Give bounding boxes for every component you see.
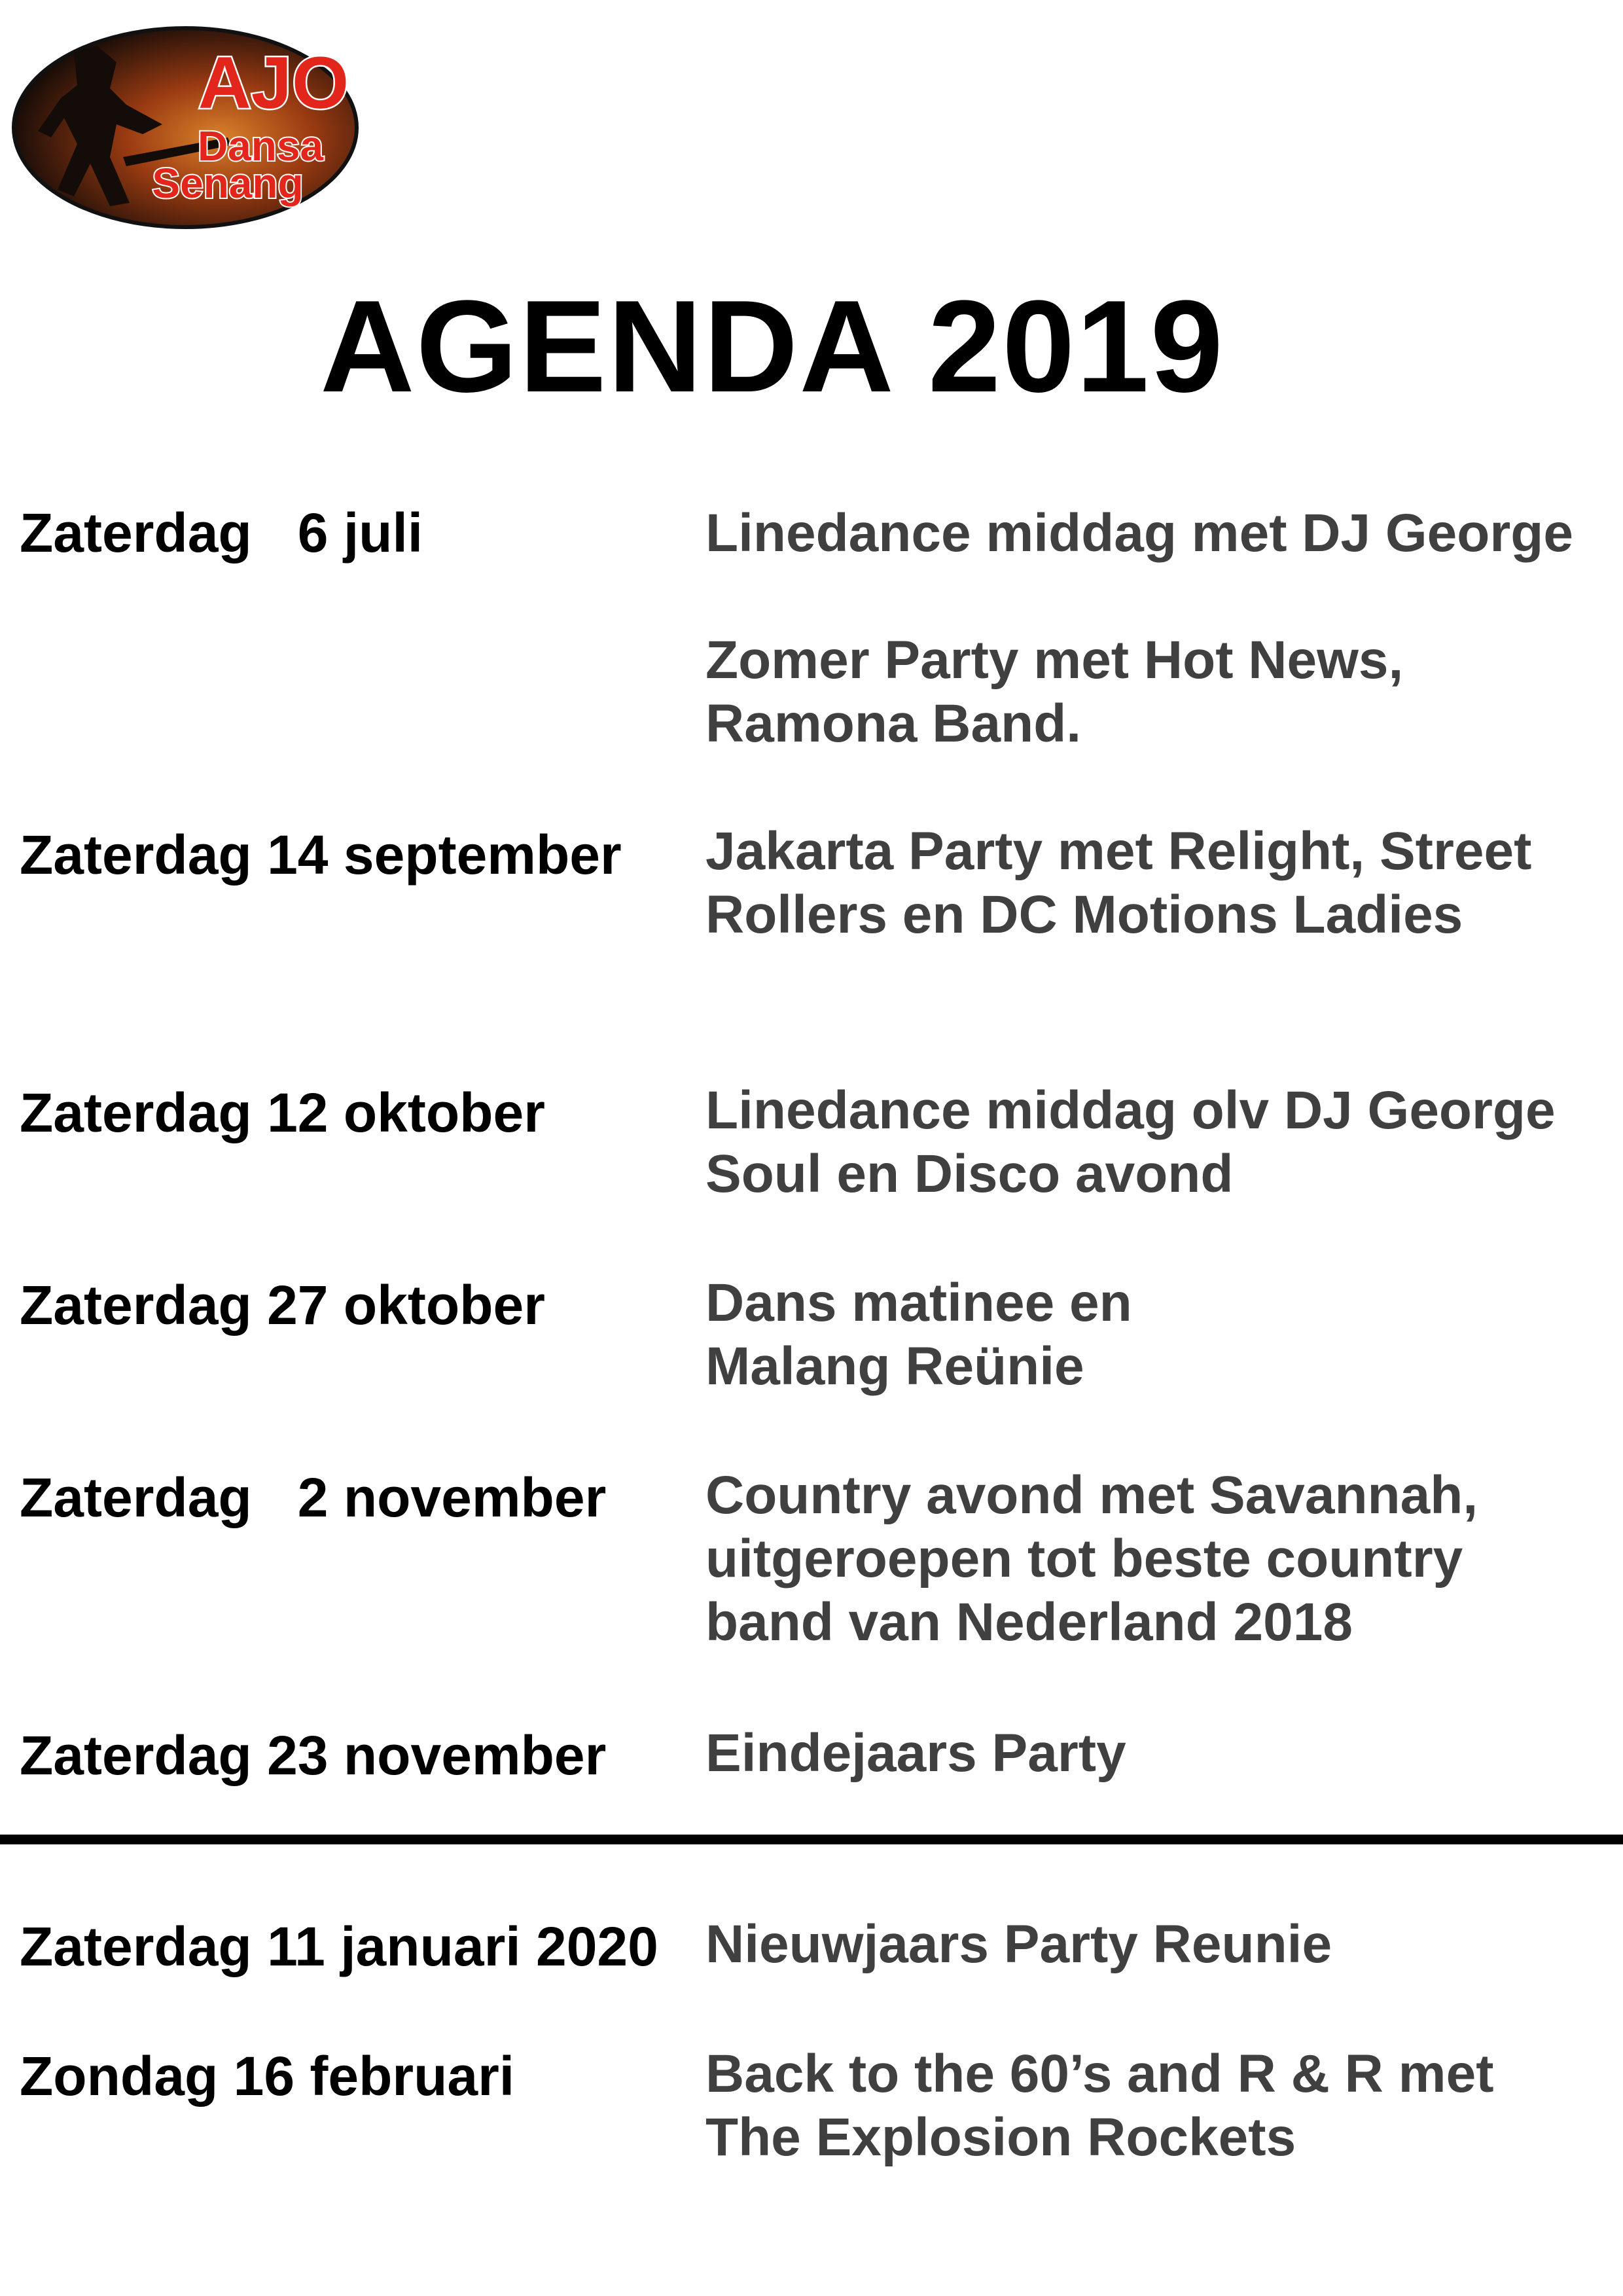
agenda-event-line: Linedance middag met DJ George	[705, 503, 1573, 563]
agenda-event-line: Back to the 60’s and R & R met	[705, 2044, 1494, 2104]
agenda-event-1	[705, 501, 1573, 565]
agenda-event-line: Dans matinee en	[705, 1273, 1132, 1333]
agenda-date-7: Zaterdag 23 november	[20, 1725, 607, 1786]
agenda-date-5: Zaterdag 27 oktober	[20, 1274, 545, 1336]
agenda-event-8	[705, 1912, 1332, 1976]
agenda-date-9: Zondag 16 februari	[20, 2045, 515, 2107]
agenda-event-line: Rollers en DC Motions Ladies	[705, 885, 1463, 944]
agenda-event-line: band van Nederland 2018	[705, 1592, 1353, 1652]
agenda-event-line: Nieuwjaars Party Reunie	[705, 1914, 1332, 1974]
agenda-date-4: Zaterdag 12 oktober	[20, 1082, 545, 1143]
agenda-event-4	[705, 1079, 1556, 1206]
agenda-event-line: Eindejaars Party	[705, 1723, 1126, 1783]
agenda-event-line: Malang Reünie	[705, 1336, 1084, 1396]
agenda-event-line: uitgeroepen tot beste country	[705, 1529, 1463, 1588]
agenda-date-6: Zaterdag 2 november	[20, 1467, 607, 1528]
agenda-event-3	[705, 819, 1531, 946]
section-divider	[0, 1835, 1623, 1844]
agenda-date-3: Zaterdag 14 september	[20, 824, 622, 886]
logo-text-senang: Senang	[152, 160, 304, 207]
agenda-event-line: Linedance middag olv DJ George	[705, 1081, 1556, 1140]
page-title: AGENDA 2019	[320, 274, 1224, 420]
agenda-event-line: Jakarta Party met Relight, Street	[705, 821, 1532, 881]
logo-text-ajo: AJO	[198, 42, 349, 124]
agenda-event-2	[705, 628, 1403, 755]
agenda-event-line: Zomer Party met Hot News,	[705, 630, 1404, 690]
agenda-event-6	[705, 1463, 1478, 1654]
agenda-date-1: Zaterdag 6 juli	[20, 502, 423, 564]
agenda-event-line: Soul en Disco avond	[705, 1144, 1234, 1204]
agenda-event-line: Ramona Band.	[705, 694, 1082, 753]
logo-text-dansa: Dansa	[197, 122, 324, 170]
ajo-dansa-senang-logo	[12, 26, 359, 229]
agenda-event-line: Country avond met Savannah,	[705, 1465, 1478, 1525]
agenda-event-line: The Explosion Rockets	[705, 2108, 1296, 2167]
agenda-event-5	[705, 1271, 1132, 1398]
agenda-date-8: Zaterdag 11 januari 2020	[20, 1916, 658, 1977]
agenda-event-7	[705, 1721, 1126, 1785]
agenda-event-9	[705, 2042, 1494, 2169]
